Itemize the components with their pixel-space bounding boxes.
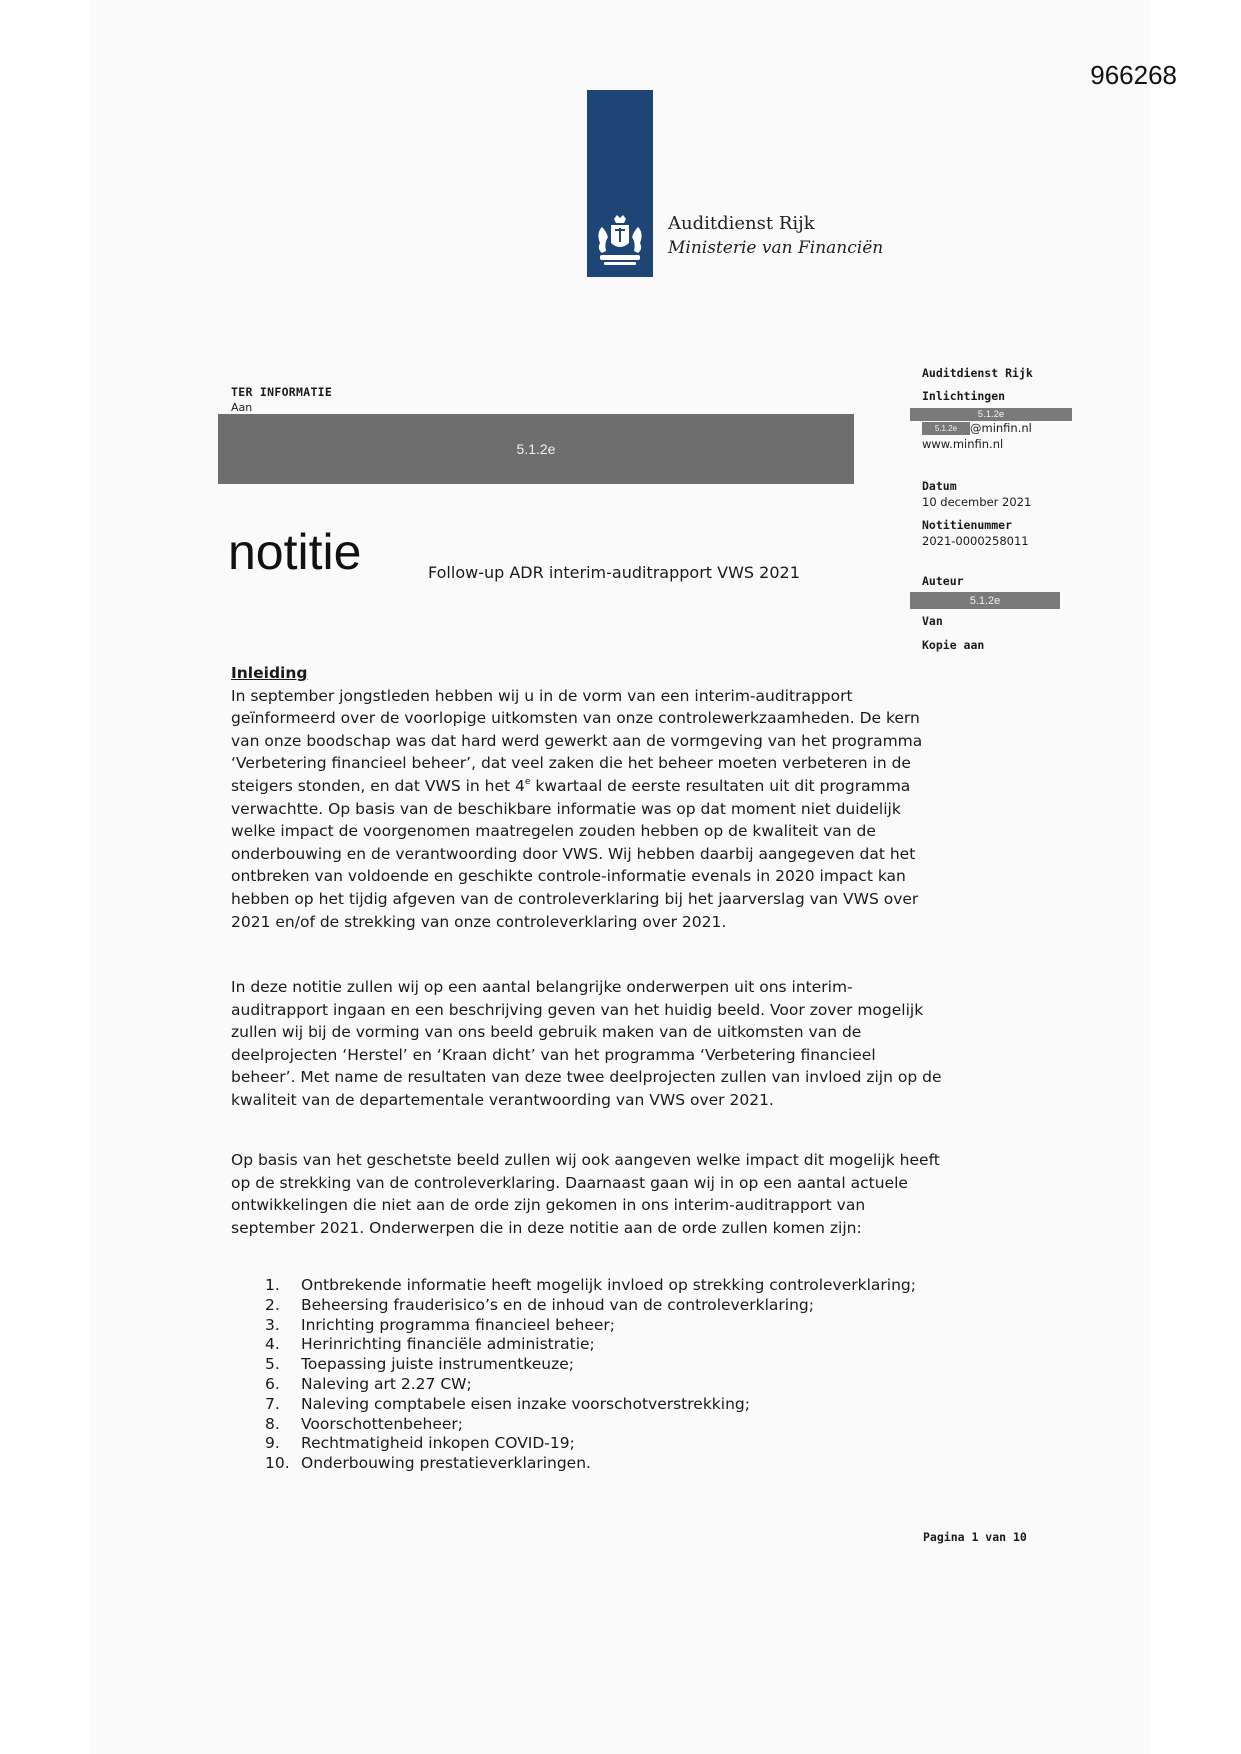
van-label: Van — [922, 614, 943, 628]
logo-wordmark — [668, 212, 883, 260]
email-suffix: @minfin.nl — [970, 421, 1032, 435]
rijksoverheid-logo — [587, 90, 653, 277]
topic-item: 3. Inrichting programma financieel beheer; — [265, 1315, 615, 1334]
recipient-label: Aan — [231, 401, 253, 414]
topic-item: 9. Rechtmatigheid inkopen COVID-19; — [265, 1434, 575, 1453]
document-subject: Follow-up ADR interim-auditrapport VWS 2021 — [428, 563, 800, 582]
topic-item: 5. Toepassing juiste instrumentkeuze; — [265, 1355, 574, 1374]
datum-label: Datum — [922, 479, 957, 493]
website-link[interactable]: www.minfin.nl — [922, 437, 1004, 451]
paragraph-1: In september jongstleden hebben wij u in de vorm van een interim-auditrapport geïnformeerd over de voorlopige uitkomsten van onze controlewerkzaamheden. De kern van onze boodschap was dat hard werd gewerkt aan de vormgeving van het programma ‘Verbetering financieel beheer’, dat veel zaken die het beheer moeten verbeteren in de steigers stonden, en dat VWS in het 4e kwartaal de eerste resultaten uit dit programma verwachtte. Op basis van de beschikbare informatie was op dat moment niet duidelijk welke impact de voorgenomen maatregelen zouden hebben op de kwaliteit van de onderbouwing en de verantwoording door VWS. Wij hebben daarbij aangegeven dat het ontbreken van voldoende en geschikte controle-informatie evenals in 2020 impact kan hebben op het tijdig afgeven van de controleverklaring bij het jaarverslag van VWS over 2021 en/of de strekking van onze controleverklaring over 2021. — [231, 686, 923, 931]
sidebar-org: Auditdienst Rijk — [922, 366, 1033, 380]
topic-list — [265, 1276, 945, 1474]
topic-item: 6. Naleving art 2.27 CW; — [265, 1374, 472, 1393]
document-id: 966268 — [1090, 60, 1177, 90]
notitienummer-label: Notitienummer — [922, 518, 1013, 532]
topic-item: 1. Ontbrekende informatie heeft mogelijk invloed op strekking controleverklaring; — [265, 1276, 916, 1294]
logo-ministry-name: Ministerie van Financiën — [668, 238, 884, 258]
intro-section — [231, 662, 943, 933]
section-heading-inleiding: Inleiding — [231, 664, 308, 682]
page-number: Pagina 1 van 10 — [923, 1530, 1027, 1544]
classification-label: TER INFORMATIE — [231, 385, 333, 399]
document-type-title: notitie — [228, 524, 362, 580]
recipient-redaction: 5.1.2e — [218, 414, 854, 484]
logo-org-name: Auditdienst Rijk — [668, 213, 815, 234]
paragraph-2: In deze notitie zullen wij op een aantal belangrijke onderwerpen uit ons interim-auditrapport ingaan en een beschrijving geven van het huidig beeld. Voor zover mogelijk zullen wij bij de vorming van ons beeld gebruik maken van de uitkomsten van de deelprojecten ‘Herstel’ en ‘Kraan dicht’ van het programma ‘Verbetering financieel beheer’. Met name de resultaten van deze twee deelprojecten zullen van invloed zijn op de kwaliteit van de departementale verantwoording van VWS over 2021. — [231, 978, 942, 1109]
auteur-redaction: 5.1.2e — [910, 592, 1060, 609]
inlichtingen-label: Inlichtingen — [922, 389, 1006, 403]
kopie-aan-label: Kopie aan — [922, 638, 985, 652]
topic-item: 8. Voorschottenbeheer; — [265, 1414, 464, 1433]
coat-of-arms-icon — [592, 213, 648, 271]
topic-item: 2. Beheersing frauderisico’s en de inhoud van de controleverklaring; — [265, 1295, 814, 1314]
notitienummer-value: 2021-0000258011 — [922, 534, 1029, 548]
email-redaction: 5.1.2e — [922, 422, 970, 435]
paragraph-3: Op basis van het geschetste beeld zullen wij ook aangeven welke impact dit mogelijk heeft op de strekking van de controleverklaring. Daarnaast gaan wij in op een aantal actuele ontwikkelingen die niet aan de orde zijn gekomen in ons interim-auditrapport van september 2021. Onderwerpen die in deze notitie aan de orde zullen komen zijn: — [231, 1151, 940, 1237]
topic-item: 10. Onderbouwing prestatieverklaringen. — [265, 1454, 591, 1473]
datum-value: 10 december 2021 — [922, 495, 1032, 509]
auteur-label: Auteur — [922, 574, 964, 588]
topic-item: 4. Herinrichting financiële administratie; — [265, 1335, 595, 1354]
topic-item: 7. Naleving comptabele eisen inzake voorschotverstrekking; — [265, 1394, 750, 1413]
inlichtingen-redaction: 5.1.2e — [910, 408, 1072, 421]
